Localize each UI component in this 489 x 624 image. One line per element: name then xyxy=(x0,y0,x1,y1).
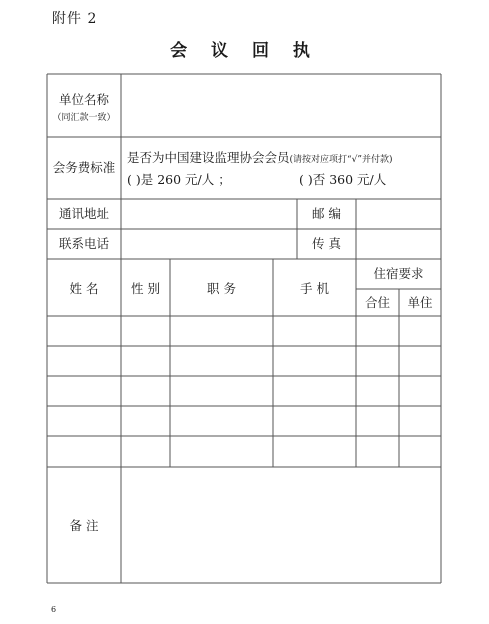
postcode-label: 邮 编 xyxy=(312,206,341,221)
page-number: 6 xyxy=(51,605,57,614)
fax-label: 传 真 xyxy=(312,236,341,251)
table-row[interactable] xyxy=(48,437,440,466)
col-gender: 性 别 xyxy=(131,281,160,296)
fee-question xyxy=(127,152,392,165)
col-name: 姓 名 xyxy=(69,281,99,296)
fee-question-note: (请按对应项打“√”并付款) xyxy=(289,155,393,165)
remarks-label: 备 注 xyxy=(69,518,99,533)
table-row[interactable] xyxy=(48,317,440,345)
table-row[interactable] xyxy=(48,377,440,405)
fee-option-yes[interactable]: ( )是 260 元/人 ； xyxy=(127,172,231,187)
unit-name-note: （同汇款一致） xyxy=(52,113,116,123)
form-title: 会 议 回 执 xyxy=(170,41,319,61)
phone-field[interactable] xyxy=(122,230,296,258)
table-row[interactable] xyxy=(48,347,440,375)
fee-option-no[interactable]: ( )否 360 元/人 xyxy=(299,172,387,187)
remarks-field[interactable] xyxy=(122,468,440,582)
col-position: 职 务 xyxy=(207,281,236,296)
attachment-label: 附件 2 xyxy=(52,11,98,27)
fax-field[interactable] xyxy=(357,230,440,258)
address-label: 通讯地址 xyxy=(58,206,109,221)
phone-label: 联系电话 xyxy=(58,236,109,251)
col-shared: 合住 xyxy=(364,295,390,310)
unit-name-label: 单位名称 xyxy=(58,92,109,107)
fee-question-text: 是否为中国建设监理协会会员 xyxy=(127,150,290,165)
address-field[interactable] xyxy=(122,200,296,228)
postcode-field[interactable] xyxy=(357,200,440,228)
col-lodging: 住宿要求 xyxy=(373,266,424,281)
fee-label: 会务费标准 xyxy=(52,160,116,175)
unit-name-field[interactable] xyxy=(122,75,440,136)
col-single: 单住 xyxy=(407,295,433,310)
table-row[interactable] xyxy=(48,407,440,435)
col-mobile: 手 机 xyxy=(300,281,329,296)
